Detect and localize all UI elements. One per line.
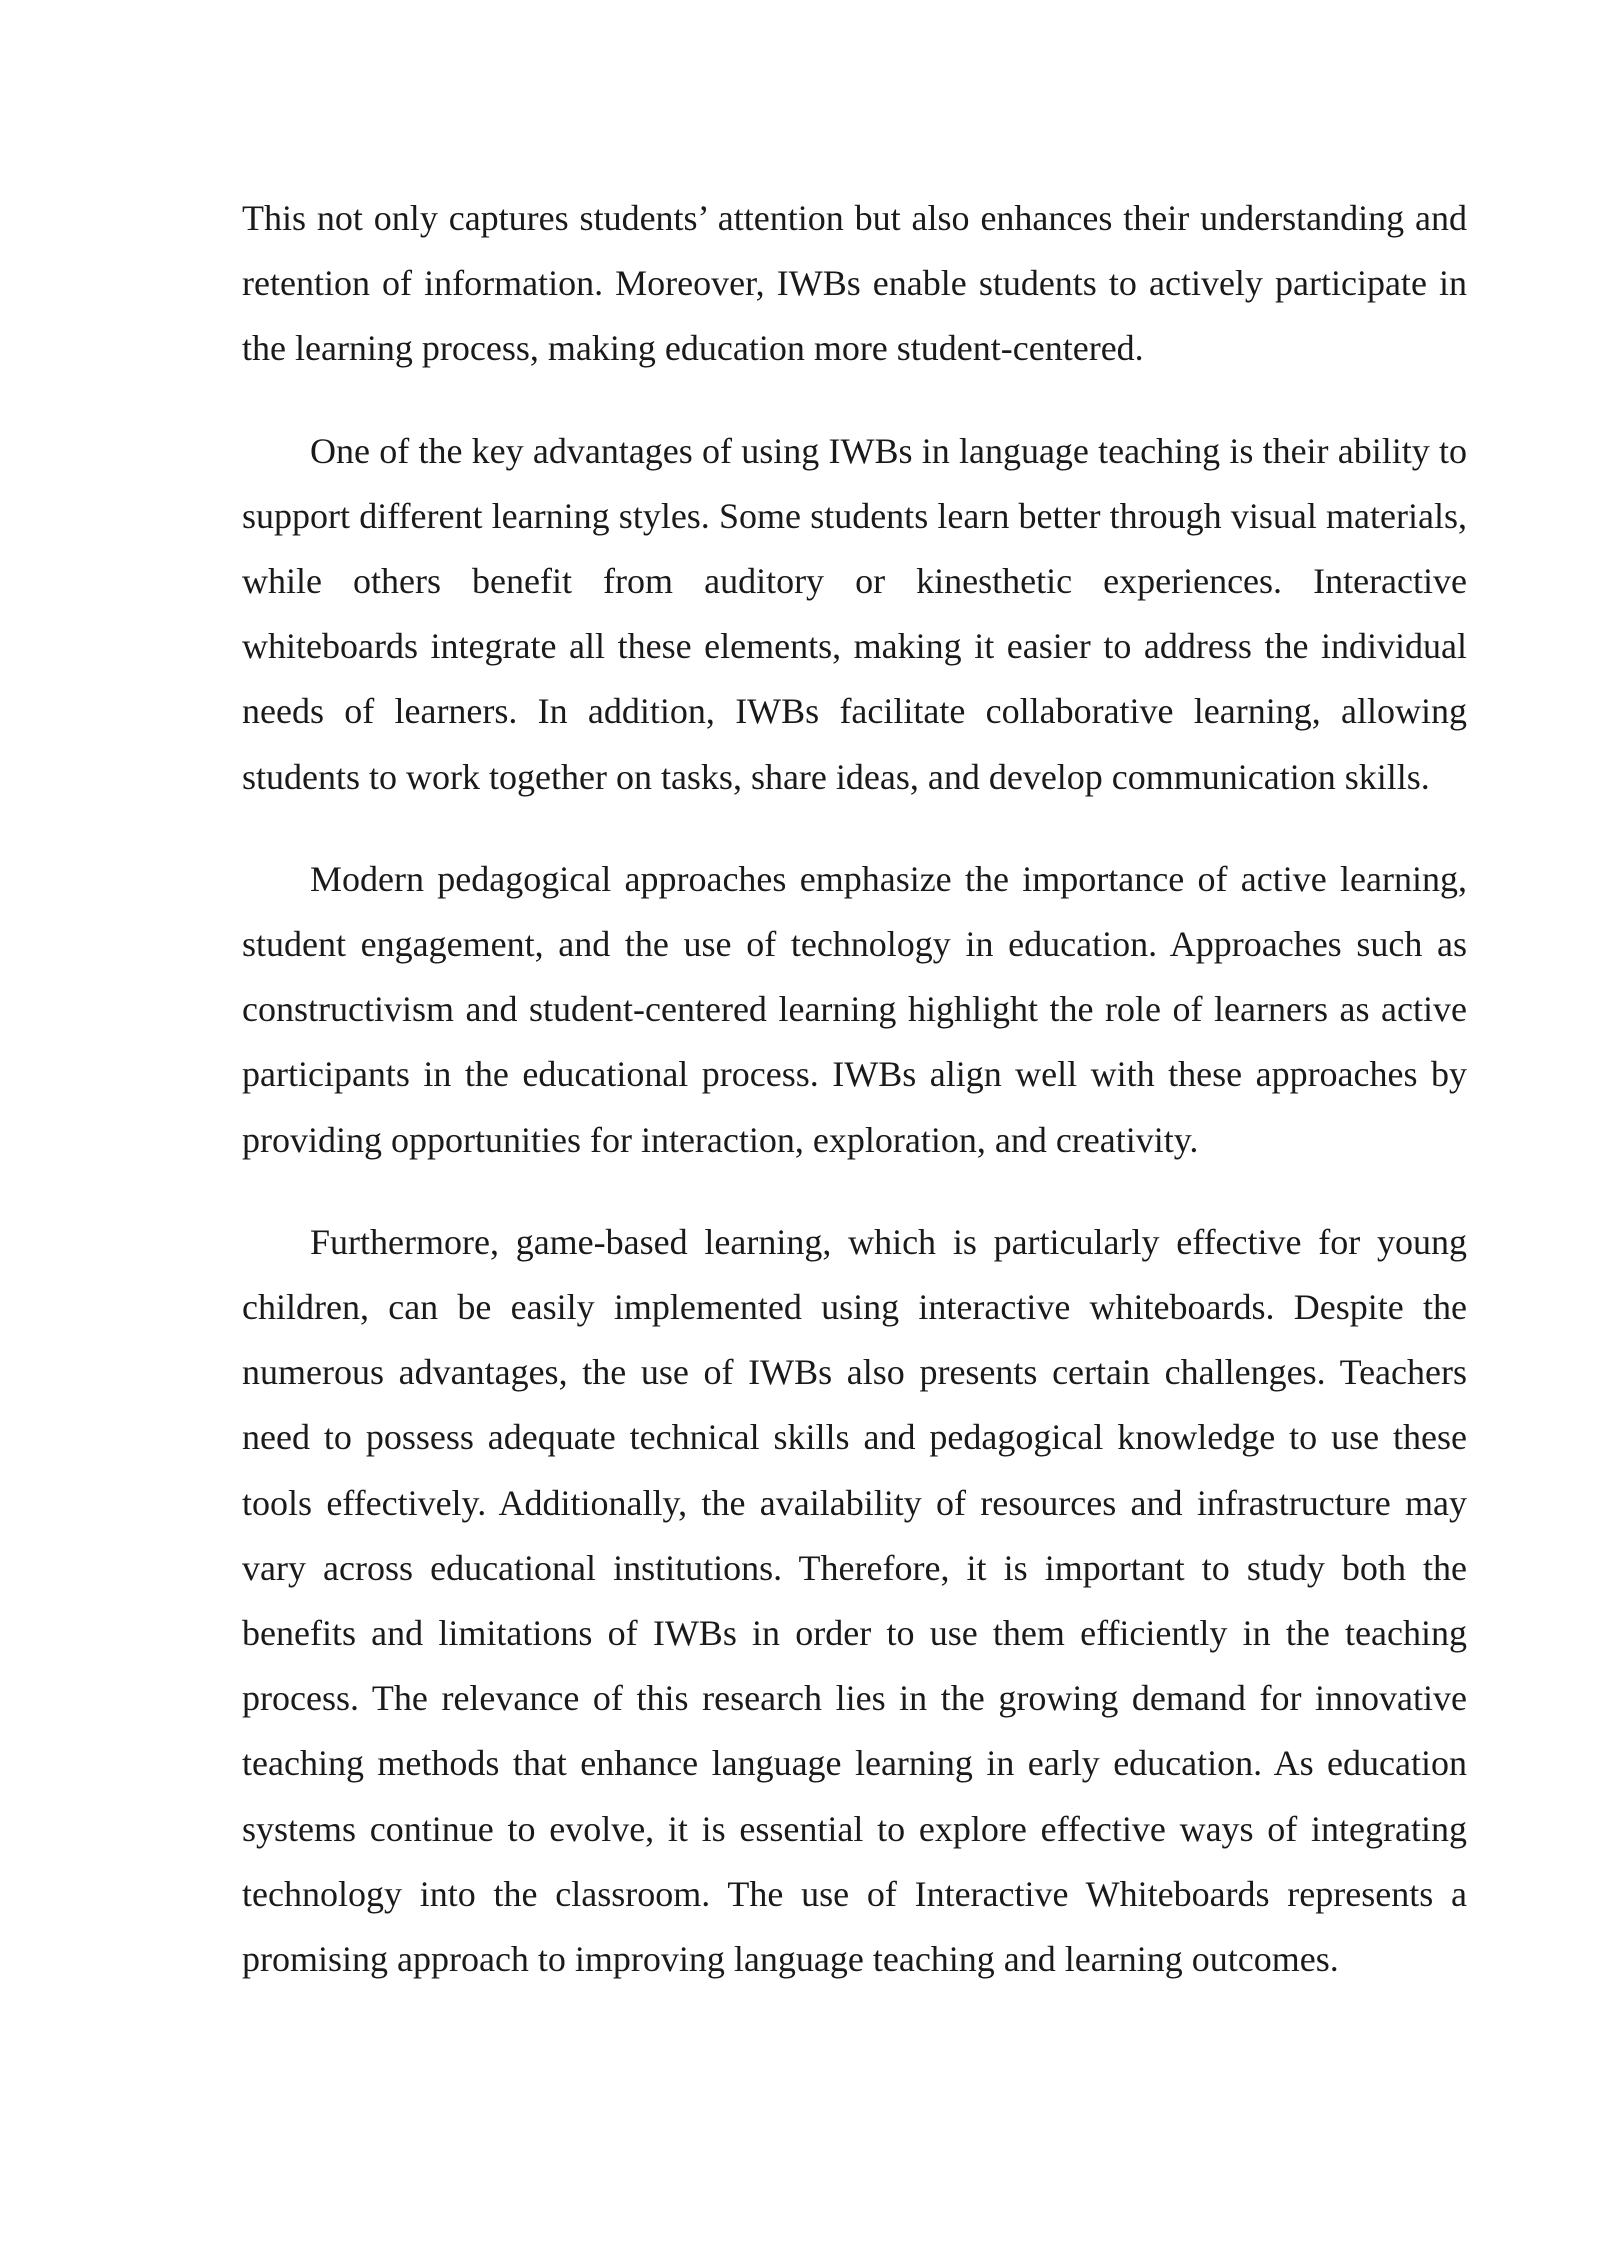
paragraph-continuation: This not only captures students’ attention but also enhances their understanding and retention of information. Moreover, IWBs enable students to actively participate in the learning process, making education more student-centered. (242, 198, 1467, 369)
paragraph-learning-styles: One of the key advantages of using IWBs in language teaching is their ability to support different learning styles. Some students learn better through visual materials, while others benefit from auditory or kinesthetic experiences. Interactive whiteboards integrate all these elements, making it easier to address the individual needs of learners. In addition, IWBs facilitate collaborative learning, allowing students to work together on tasks, share ideas, and develop communication skills. (242, 430, 1467, 797)
paragraph-game-based-learning: Furthermore, game-based learning, which is particularly effective for young children, can be easily implemented using interactive whiteboards. Despite the numerous advantages, the use of IWBs also presents certain challenges. Teachers need to possess adequate technical skills and pedagogical knowledge to use these tools effectively. Additionally, the availability of resources and infrastructure may vary across educational institutions. Therefore, it is important to study both the benefits and limitations of IWBs in order to use them efficiently in the teaching process. The relevance of this research lies in the growing demand for innovative teaching methods that enhance language learning in early education. As education systems continue to evolve, it is essential to explore effective ways of integrating technology into the classroom. The use of Interactive Whiteboards represents a promising approach to improving language teaching and learning outcomes. (242, 1221, 1467, 1980)
body-text (242, 186, 1467, 1992)
paragraph-pedagogical-approaches: Modern pedagogical approaches emphasize the importance of active learning, student engagement, and the use of technology in education. Approaches such as constructivism and student-centered learning highlight the role of learners as active participants in the educational process. IWBs align well with these approaches by providing opportunities for interaction, exploration, and creativity. (242, 858, 1467, 1160)
